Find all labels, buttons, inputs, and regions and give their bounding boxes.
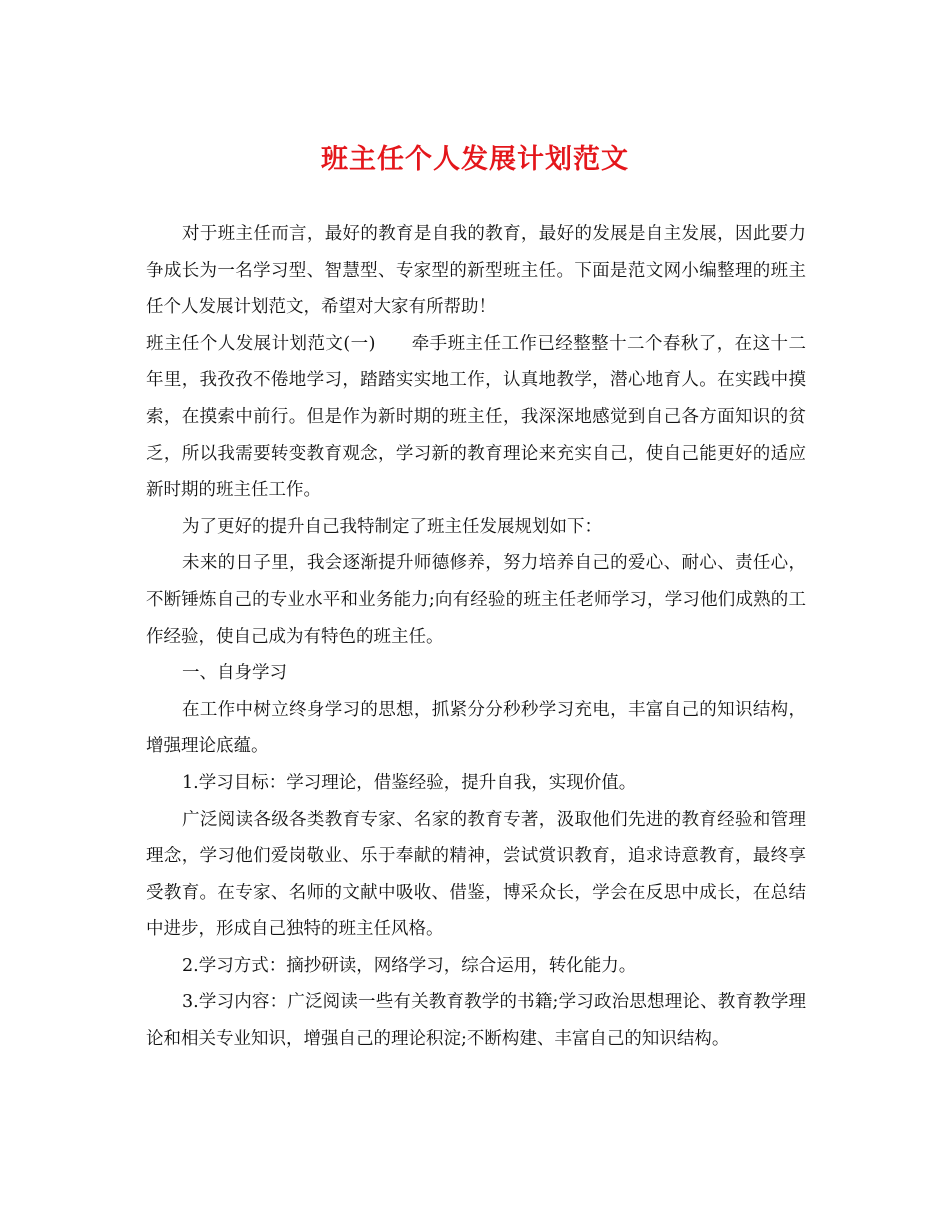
list-item-learning-content: 3.学习内容：广泛阅读一些有关教育教学的书籍;学习政治思想理论、教育教学理论和相关专业知识，增强自己的理论积淀;不断构建、丰富自己的知识结构。 bbox=[146, 992, 806, 1050]
paragraph-lifelong-learning: 在工作中树立终身学习的思想，抓紧分分秒秒学习充电，丰富自己的知识结构，增强理论底蕴。 bbox=[146, 699, 806, 757]
document-title: 班主任个人发展计划范文 bbox=[321, 144, 629, 175]
list-item-learning-method: 2.学习方式：摘抄研读，网络学习，综合运用，转化能力。 bbox=[182, 955, 637, 976]
paragraph-section-one: 班主任个人发展计划范文(一) 牵手班主任工作已经整整十二个春秋了，在这十二年里，我孜孜不倦地学习，踏踏实实地工作，认真地教学，潜心地育人。在实践中摸索，在摸索中前行。但是作为新时期的班主任，我深深地感觉到自己各方面知识的贫乏，所以我需要转变教育观念，学习新的教育理论来充实自己，使自己能更好的适应新时期的班主任工作。 bbox=[146, 333, 806, 501]
paragraph-future: 未来的日子里，我会逐渐提升师德修养，努力培养自己的爱心、耐心、责任心，不断锤炼自己的专业水平和业务能力;向有经验的班主任老师学习，学习他们成熟的工作经验，使自己成为有特色的班主任。 bbox=[146, 553, 806, 647]
paragraph-plan-intro: 为了更好的提升自己我特制定了班主任发展规划如下： bbox=[182, 516, 602, 537]
section-heading-self-study: 一、自身学习 bbox=[182, 663, 287, 684]
paragraph-intro: 对于班主任而言，最好的教育是自我的教育，最好的发展是自主发展，因此要力争成长为一名学习型、智慧型、专家型的新型班主任。下面是范文网小编整理的班主任个人发展计划范文，希望对大家有所帮助！ bbox=[146, 224, 806, 318]
list-item-learning-goal: 1.学习目标：学习理论，借鉴经验，提升自我，实现价值。 bbox=[182, 772, 637, 793]
paragraph-reading: 广泛阅读各级各类教育专家、名家的教育专著，汲取他们先进的教育经验和管理理念，学习他们爱岗敬业、乐于奉献的精神，尝试赏识教育，追求诗意教育，最终享受教育。在专家、名师的文献中吸收、借鉴，博采众长，学会在反思中成长，在总结中进步，形成自己独特的班主任风格。 bbox=[146, 809, 806, 940]
document-body bbox=[146, 216, 806, 1058]
